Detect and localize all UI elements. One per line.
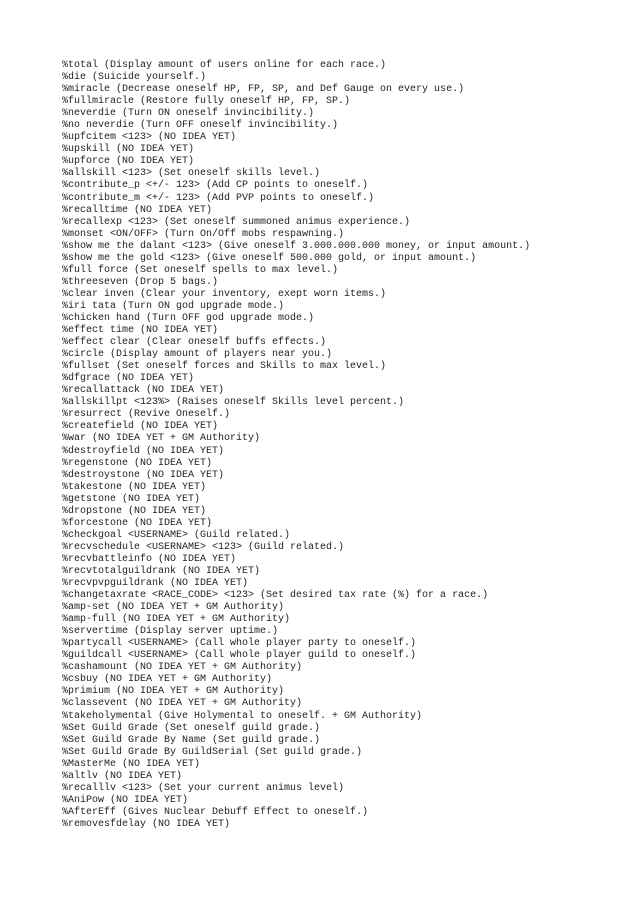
command-line: %amp-set (NO IDEA YET + GM Authority) [62, 602, 285, 614]
command-line: %show me the gold <123> (Give oneself 500.000 gold, or input amount.) [62, 252, 477, 264]
command-line: %recalltime (NO IDEA YET) [62, 204, 213, 216]
command-line: %altlv (NO IDEA YET) [62, 770, 183, 782]
command-line: %no neverdie (Turn OFF oneself invincibility.) [62, 120, 339, 132]
command-line: %miracle (Decrease oneself HP, FP, SP, and Def Gauge on every use.) [62, 84, 465, 96]
command-line: %dropstone (NO IDEA YET) [62, 505, 207, 517]
command-line: %fullmiracle (Restore fully oneself HP, FP, SP.) [62, 96, 351, 108]
command-line: %primium (NO IDEA YET + GM Authority) [62, 686, 285, 698]
command-line: %clear inven (Clear your inventory, exept worn items.) [62, 288, 387, 300]
command-line: %getstone (NO IDEA YET) [62, 493, 201, 505]
command-line: %cashamount (NO IDEA YET + GM Authority) [62, 662, 303, 674]
command-line: %chicken hand (Turn OFF god upgrade mode.) [62, 312, 315, 324]
command-line: %die (Suicide yourself.) [62, 72, 207, 84]
command-line: %effect time (NO IDEA YET) [62, 325, 219, 337]
command-line: %war (NO IDEA YET + GM Authority) [62, 433, 261, 445]
command-line: %fullset (Set oneself forces and Skills to max level.) [62, 361, 387, 373]
command-line: %Set Guild Grade By GuildSerial (Set guild grade.) [62, 746, 363, 758]
command-line: %AniPow (NO IDEA YET) [62, 794, 189, 806]
command-line: %AfterEff (Gives Nuclear Debuff Effect to oneself.) [62, 806, 369, 818]
command-line: %circle (Display amount of players near you.) [62, 349, 333, 361]
command-line: %destroystone (NO IDEA YET) [62, 469, 225, 481]
command-line: %changetaxrate <RACE_CODE> <123> (Set desired tax rate (%) for a race.) [62, 590, 489, 602]
command-line: %amp-full (NO IDEA YET + GM Authority) [62, 614, 291, 626]
command-line: %MasterMe (NO IDEA YET) [62, 758, 201, 770]
command-line: %Set Guild Grade (Set oneself guild grade.) [62, 722, 321, 734]
command-line: %recallattack (NO IDEA YET) [62, 385, 225, 397]
command-line: %Set Guild Grade By Name (Set guild grade.) [62, 734, 321, 746]
command-line: %upskill (NO IDEA YET) [62, 144, 195, 156]
command-line: %contribute_p <+/- 123> (Add CP points to oneself.) [62, 180, 369, 192]
command-line: %neverdie (Turn ON oneself invincibility.) [62, 108, 315, 120]
command-line: %takestone (NO IDEA YET) [62, 481, 207, 493]
command-line: %recvpvpguildrank (NO IDEA YET) [62, 578, 249, 590]
command-line: %threeseven (Drop 5 bags.) [62, 276, 219, 288]
command-line: %takeholymental (Give Holymental to oneself. + GM Authority) [62, 710, 423, 722]
command-line: %upfcitem <123> (NO IDEA YET) [62, 132, 237, 144]
command-line: %iri tata (Turn ON god upgrade mode.) [62, 300, 285, 312]
command-line: %destroyfield (NO IDEA YET) [62, 445, 225, 457]
command-line: %total (Display amount of users online for each race.) [62, 60, 387, 71]
command-line: %forcestone (NO IDEA YET) [62, 517, 213, 529]
command-line: %monset <ON/OFF> (Turn On/Off mobs respawning.) [62, 228, 345, 240]
command-line: %classevent (NO IDEA YET + GM Authority) [62, 698, 303, 710]
command-line: %full force (Set oneself spells to max level.) [62, 264, 339, 276]
command-line: %show me the dalant <123> (Give oneself 3.000.000.000 money, or input amount.) [62, 240, 531, 252]
command-line: %allskillpt <123%> (Raises oneself Skills level percent.) [62, 397, 405, 409]
command-line: %recalllv <123> (Set your current animus level) [62, 782, 345, 794]
command-line: %recvbattleinfo (NO IDEA YET) [62, 553, 237, 565]
command-line: %recvschedule <USERNAME> <123> (Guild related.) [62, 541, 345, 553]
command-line: %recallexp <123> (Set oneself summoned animus experience.) [62, 216, 411, 228]
command-line: %effect clear (Clear oneself buffs effects.) [62, 337, 327, 349]
command-line: %servertime (Display server uptime.) [62, 626, 279, 638]
command-line: %contribute_m <+/- 123> (Add PVP points to oneself.) [62, 192, 375, 204]
command-list [62, 60, 530, 831]
command-line: %recvtotalguildrank (NO IDEA YET) [62, 565, 261, 577]
command-line: %resurrect (Revive Oneself.) [62, 409, 231, 421]
command-line: %checkgoal <USERNAME> (Guild related.) [62, 529, 291, 541]
command-line: %guildcall <USERNAME> (Call whole player guild to oneself.) [62, 650, 417, 662]
command-line: %upforce (NO IDEA YET) [62, 156, 195, 168]
command-line: %partycall <USERNAME> (Call whole player party to oneself.) [62, 638, 417, 650]
command-line: %createfield (NO IDEA YET) [62, 421, 219, 433]
command-line: %removesfdelay (NO IDEA YET) [62, 818, 231, 830]
command-line: %dfgrace (NO IDEA YET) [62, 373, 195, 385]
command-line: %allskill <123> (Set oneself skills level.) [62, 168, 321, 180]
command-line: %csbuy (NO IDEA YET + GM Authority) [62, 674, 273, 686]
command-line: %regenstone (NO IDEA YET) [62, 457, 213, 469]
